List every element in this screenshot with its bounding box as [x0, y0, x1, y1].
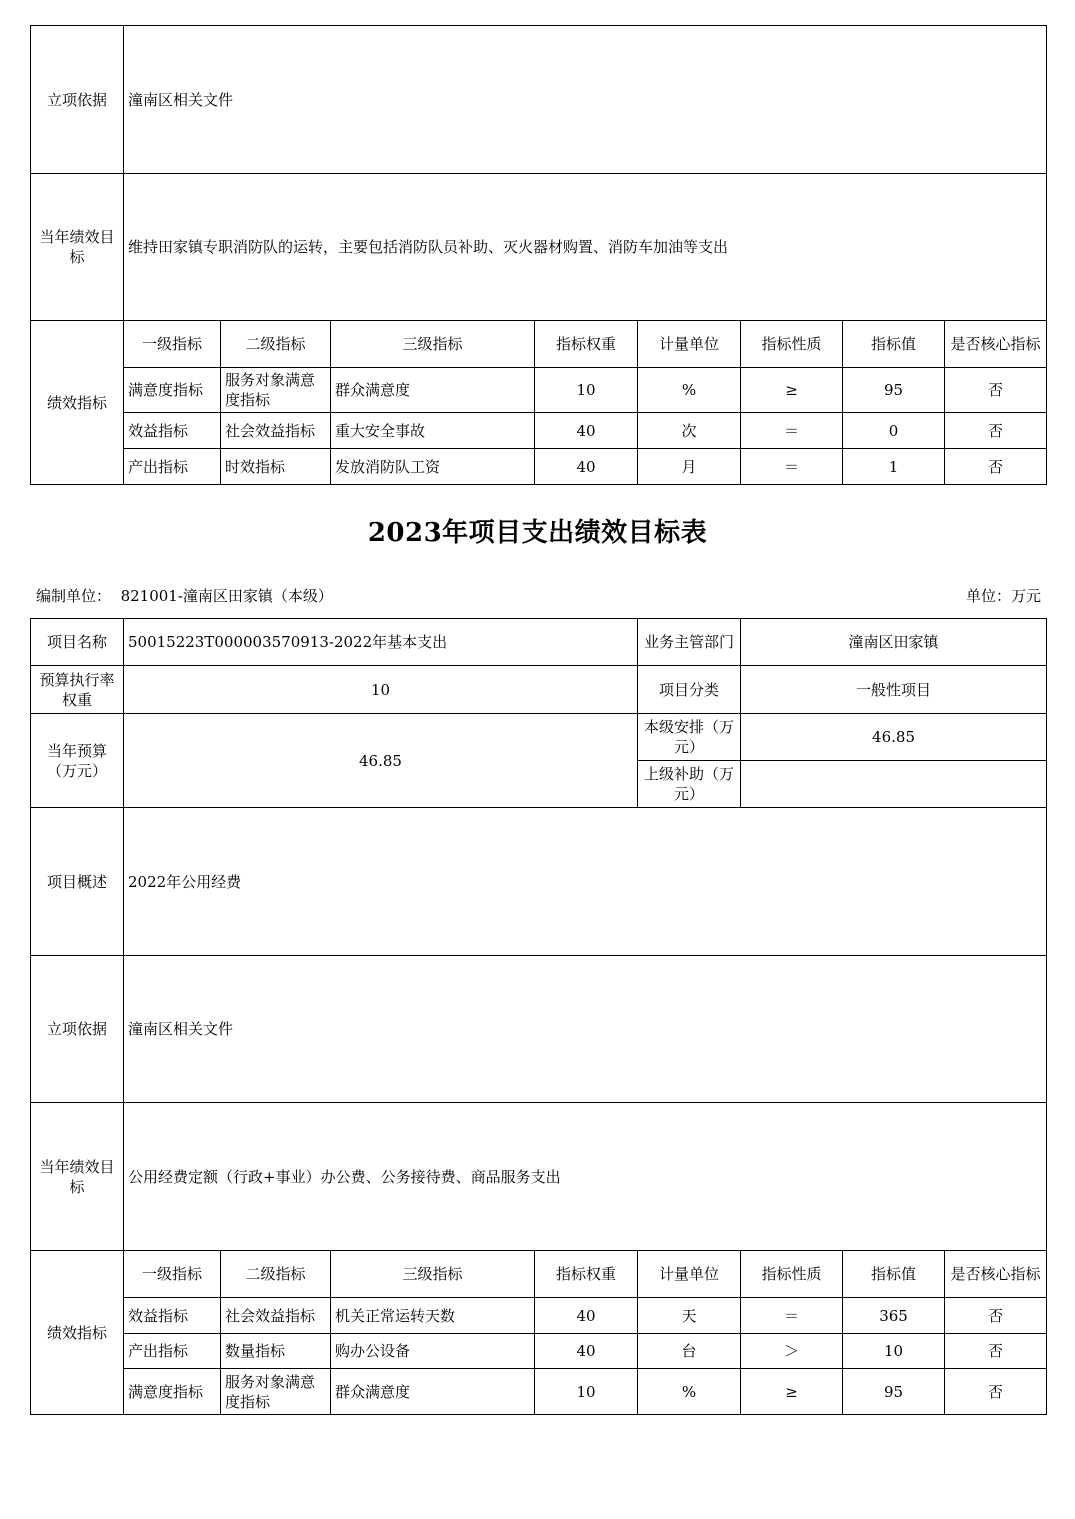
table-row: [31, 413, 1047, 449]
exec-weight-row: [31, 666, 1047, 714]
header-cell: 一级指标: [124, 321, 221, 368]
goal-row: [31, 1103, 1047, 1251]
nature-cell: ≥: [741, 1369, 843, 1415]
header-cell: 二级指标: [221, 321, 331, 368]
weight-cell: 40: [535, 413, 638, 449]
goal-row: [31, 174, 1047, 321]
upper-value: [741, 761, 1047, 808]
basis-row: [31, 26, 1047, 174]
basis-value: 潼南区相关文件: [124, 956, 1047, 1103]
header-cell: 指标性质: [741, 321, 843, 368]
unit-cell: 月: [638, 449, 741, 485]
page-title: 2023年项目支出绩效目标表: [367, 518, 708, 548]
basis-row: [31, 956, 1047, 1103]
level1-cell: 满意度指标: [124, 1369, 221, 1415]
level2-cell: 时效指标: [221, 449, 331, 485]
header-cell: 指标值: [843, 1251, 945, 1298]
level1-cell: 产出指标: [124, 449, 221, 485]
header-cell: 一级指标: [124, 1251, 221, 1298]
level1-cell: 效益指标: [124, 413, 221, 449]
compiling-unit: [36, 585, 333, 606]
weight-cell: 40: [535, 1298, 638, 1334]
level2-cell: 服务对象满意度指标: [221, 1369, 331, 1415]
overview-row: [31, 808, 1047, 956]
header-cell: 指标权重: [535, 1251, 638, 1298]
indicator-header-row: [31, 321, 1047, 368]
table-row: [31, 1334, 1047, 1369]
header-cell: 计量单位: [638, 1251, 741, 1298]
budget-value: 46.85: [124, 714, 638, 808]
budget-row: [31, 714, 1047, 761]
core-cell: 否: [945, 368, 1047, 413]
main-performance-table: [30, 618, 1047, 1415]
level3-cell: 发放消防队工资: [331, 449, 535, 485]
header-cell: 计量单位: [638, 321, 741, 368]
unit-cell: %: [638, 368, 741, 413]
nature-cell: ＝: [741, 449, 843, 485]
level2-cell: 服务对象满意度指标: [221, 368, 331, 413]
unit-cell: 台: [638, 1334, 741, 1369]
value-cell: 1: [843, 449, 945, 485]
overview-value: 2022年公用经费: [124, 808, 1047, 956]
indicators-label: 绩效指标: [31, 1251, 124, 1415]
nature-cell: ≥: [741, 368, 843, 413]
value-cell: 365: [843, 1298, 945, 1334]
weight-cell: 40: [535, 449, 638, 485]
value-cell: 0: [843, 413, 945, 449]
exec-weight-value: 10: [124, 666, 638, 714]
dept-label: 业务主管部门: [638, 619, 741, 666]
compiling-unit-value: 821001-潼南区田家镇（本级）: [120, 587, 333, 605]
goal-value: 维持田家镇专职消防队的运转，主要包括消防队员补助、灭火器材购置、消防车加油等支出: [124, 174, 1047, 321]
goal-label: 当年绩效目标: [31, 1103, 124, 1251]
basis-value: 潼南区相关文件: [124, 26, 1047, 174]
level3-cell: 重大安全事故: [331, 413, 535, 449]
goal-label: 当年绩效目标: [31, 174, 124, 321]
category-label: 项目分类: [638, 666, 741, 714]
table-row: [31, 368, 1047, 413]
project-name-label: 项目名称: [31, 619, 124, 666]
upper-label: 上级补助（万元）: [638, 761, 741, 808]
top-performance-table: [30, 25, 1047, 485]
core-cell: 否: [945, 1298, 1047, 1334]
goal-value: 公用经费定额（行政+事业）办公费、公务接待费、商品服务支出: [124, 1103, 1047, 1251]
header-cell: 三级指标: [331, 1251, 535, 1298]
nature-cell: ＝: [741, 413, 843, 449]
weight-cell: 40: [535, 1334, 638, 1369]
indicator-header-row: [31, 1251, 1047, 1298]
header-cell: 是否核心指标: [945, 321, 1047, 368]
value-cell: 10: [843, 1334, 945, 1369]
table-row: [31, 449, 1047, 485]
level2-cell: 社会效益指标: [221, 1298, 331, 1334]
exec-weight-label: 预算执行率权重: [31, 666, 124, 714]
basis-label: 立项依据: [31, 26, 124, 174]
level2-cell: 社会效益指标: [221, 413, 331, 449]
level1-cell: 效益指标: [124, 1298, 221, 1334]
indicators-label: 绩效指标: [31, 321, 124, 485]
table-row: [31, 1298, 1047, 1334]
overview-label: 项目概述: [31, 808, 124, 956]
project-name-value: 50015223T000003570913-2022年基本支出: [124, 619, 638, 666]
core-cell: 否: [945, 1334, 1047, 1369]
value-cell: 95: [843, 368, 945, 413]
core-cell: 否: [945, 413, 1047, 449]
basis-label: 立项依据: [31, 956, 124, 1103]
core-cell: 否: [945, 1369, 1047, 1415]
level3-cell: 机关正常运转天数: [331, 1298, 535, 1334]
nature-cell: ＝: [741, 1298, 843, 1334]
header-cell: 指标权重: [535, 321, 638, 368]
level3-cell: 购办公设备: [331, 1334, 535, 1369]
unit-cell: %: [638, 1369, 741, 1415]
header-cell: 三级指标: [331, 321, 535, 368]
level1-cell: 产出指标: [124, 1334, 221, 1369]
weight-cell: 10: [535, 1369, 638, 1415]
header-cell: 指标性质: [741, 1251, 843, 1298]
unit-cell: 次: [638, 413, 741, 449]
budget-label: 当年预算（万元）: [31, 714, 124, 808]
local-value: 46.85: [741, 714, 1047, 761]
header-cell: 二级指标: [221, 1251, 331, 1298]
level3-cell: 群众满意度: [331, 1369, 535, 1415]
nature-cell: ＞: [741, 1334, 843, 1369]
project-name-row: [31, 619, 1047, 666]
header-cell: 指标值: [843, 321, 945, 368]
header-cell: 是否核心指标: [945, 1251, 1047, 1298]
level2-cell: 数量指标: [221, 1334, 331, 1369]
value-cell: 95: [843, 1369, 945, 1415]
currency-unit: 单位：万元: [965, 587, 1041, 605]
category-value: 一般性项目: [741, 666, 1047, 714]
table-row: [31, 1369, 1047, 1415]
core-cell: 否: [945, 449, 1047, 485]
unit-cell: 天: [638, 1298, 741, 1334]
local-label: 本级安排（万元）: [638, 714, 741, 761]
level1-cell: 满意度指标: [124, 368, 221, 413]
dept-value: 潼南区田家镇: [741, 619, 1047, 666]
compiling-unit-label: 编制单位：: [36, 587, 112, 605]
level3-cell: 群众满意度: [331, 368, 535, 413]
weight-cell: 10: [535, 368, 638, 413]
